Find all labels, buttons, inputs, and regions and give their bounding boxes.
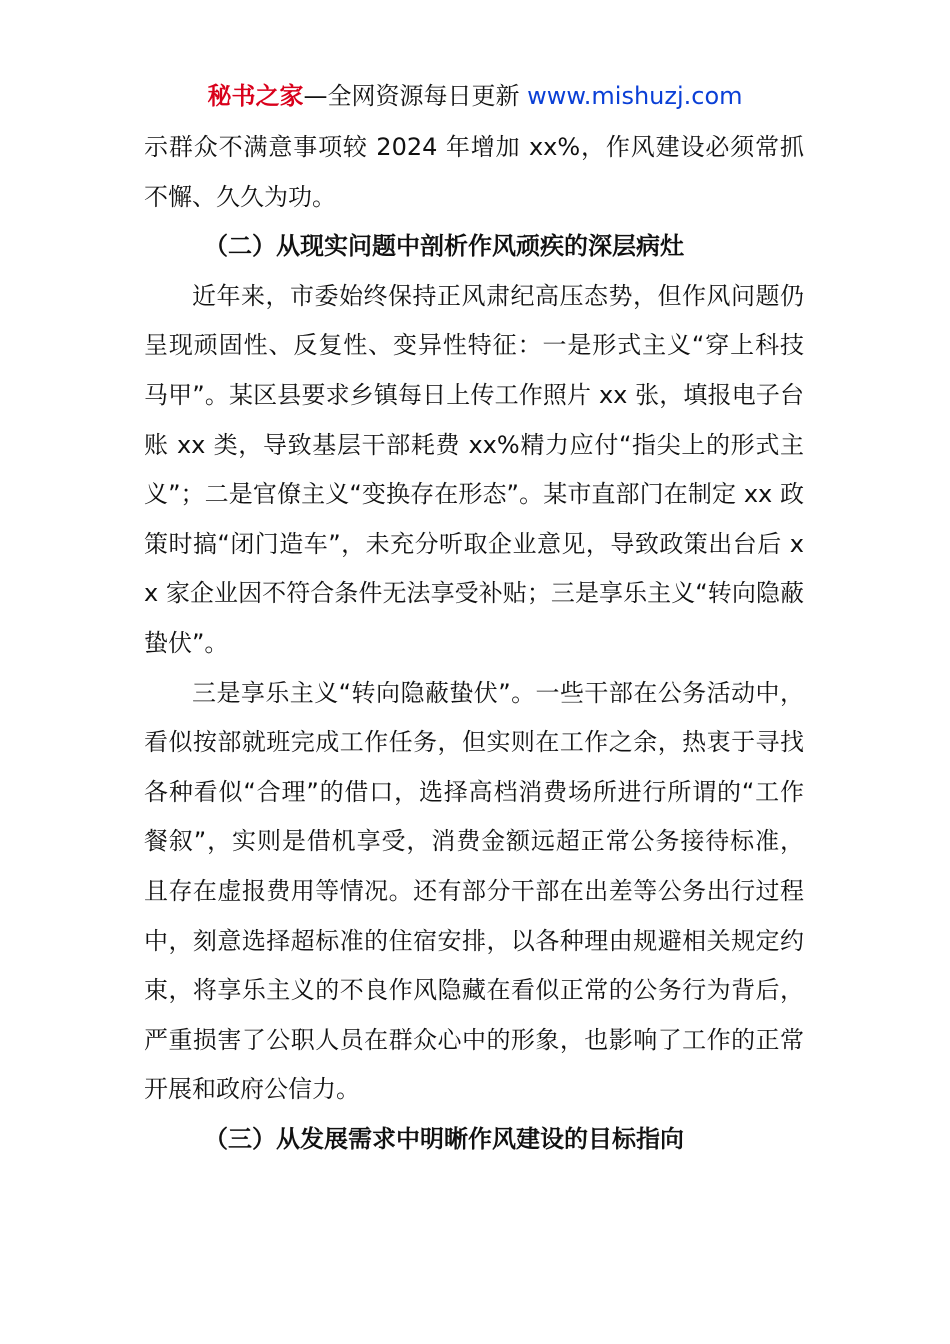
paragraph-continued: 示群众不满意事项较 2024 年增加 xx%，作风建设必须常抓不懈、久久为功。 bbox=[144, 133, 804, 211]
paragraph-3: 三是享乐主义“转向隐蔽蛰伏”。一些干部在公务活动中，看似按部就班完成工作任务，但实则在工作之余，热衷于寻找各种看似“合理”的借口，选择高档消费场所进行所谓的“工作餐叙”，实则是借机享受，消费金额远超正常公务接待标准，且存在虚报费用等情况。还有部分干部在出差等公务出行过程中，刻意选择超标准的住宿安排，以各种理由规避相关规定约束，将享乐主义的不良作风隐藏在看似正常的公务行为背后，严重损害了公职人员在群众心中的形象，也影响了工作的正常开展和政府公信力。 bbox=[144, 678, 804, 1104]
section-heading-2: （二）从现实问题中剖析作风顽疾的深层病灶 bbox=[204, 232, 684, 261]
paragraph-2: 近年来，市委始终保持正风肃纪高压态势，但作风问题仍呈现顽固性、反复性、变异性特征：一是形式主义“穿上科技马甲”。某区县要求乡镇每日上传工作照片 xx 张，填报电子台账 xx 类，导致基层干部耗费 xx%精力应付“指尖上的形式主义”；二是官僚主义“变换存在形态”。某市直部门在制定 xx 政策时搞“闭门造车”，未充分听取企业意见，导致政策出台后 xx 家企业因不符合条件无法享受补贴；三是享乐主义“转向隐蔽蛰伏”。 bbox=[144, 281, 804, 657]
site-brand: 秘书之家 bbox=[207, 82, 304, 110]
site-url-link[interactable]: www.mishuzj.com bbox=[527, 82, 743, 110]
document-body bbox=[144, 123, 804, 1164]
site-header bbox=[0, 78, 950, 114]
site-slogan: —全网资源每日更新 bbox=[303, 82, 520, 110]
section-heading-3: （三）从发展需求中明晰作风建设的目标指向 bbox=[204, 1124, 684, 1153]
